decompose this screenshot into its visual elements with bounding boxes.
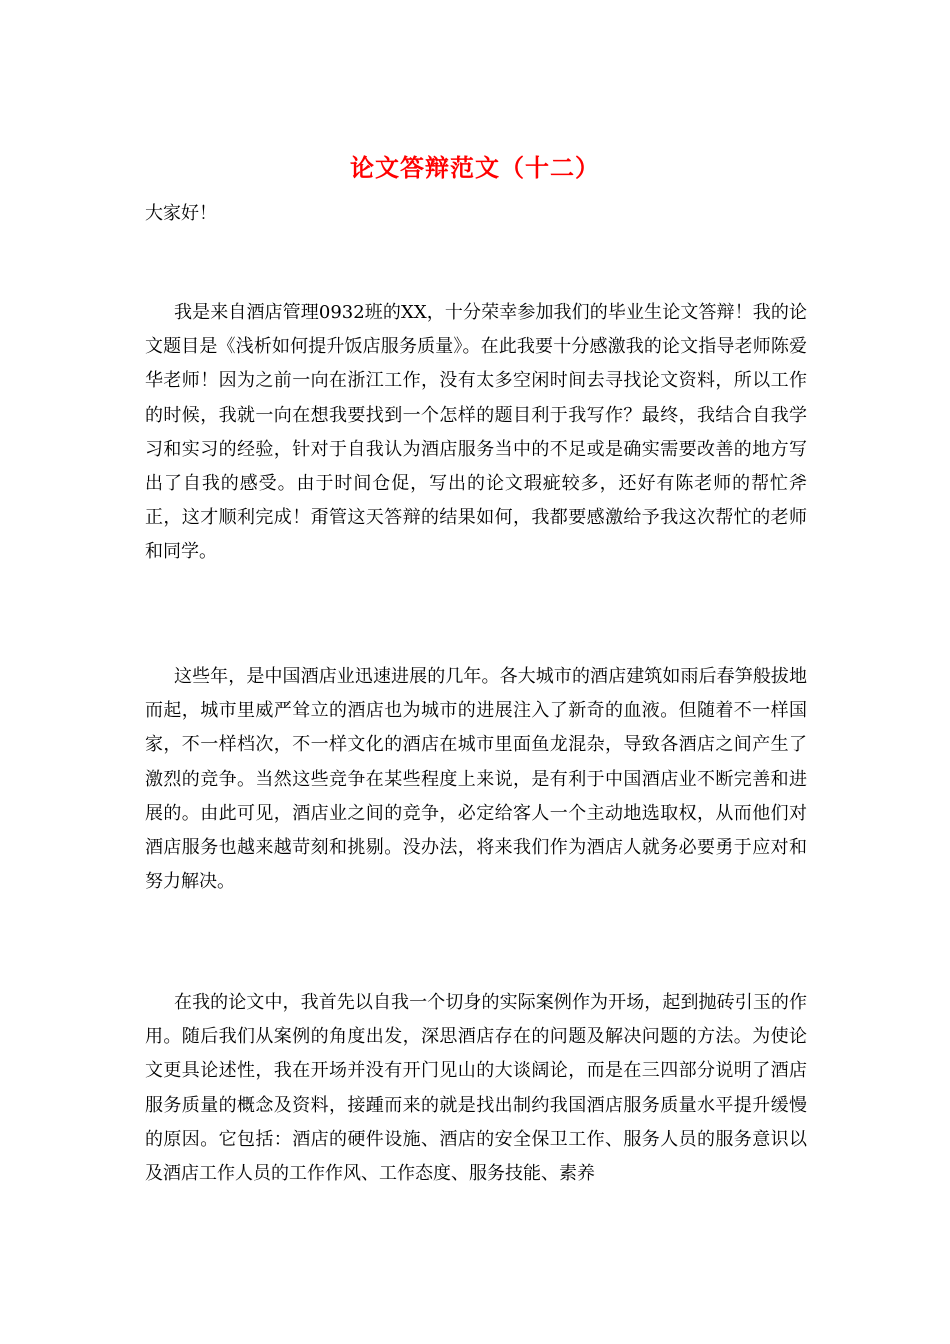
body-paragraph-1: 我是来自酒店管理0932班的XX，十分荣幸参加我们的毕业生论文答辩！我的论文题目是《浅析如何提升饭店服务质量》。在此我要十分感激我的论文指导老师陈爱华老师！因为之前一向在浙江工作，没有太多空闲时间去寻找论文资料，所以工作的时候，我就一向在想我要找到一个怎样的题目利于我写作？最终，我结合自我学习和实习的经验，针对于自我认为酒店服务当中的不足或是确实需要改善的地方写出了自我的感受。由于时间仓促，写出的论文瑕疵较多，还好有陈老师的帮忙斧正，这才顺利完成！甭管这天答辩的结果如何，我都要感激给予我这次帮忙的老师和同学。 [145,302,807,563]
greeting-text: 大家好！ [145,203,217,224]
body-paragraph-2: 这些年，是中国酒店业迅速进展的几年。各大城市的酒店建筑如雨后春笋般拔地而起，城市里威严耸立的酒店也为城市的进展注入了新奇的血液。但随着不一样国家，不一样档次，不一样文化的酒店在城市里面鱼龙混杂，导致各酒店之间产生了激烈的竞争。当然这些竞争在某些程度上来说，是有利于中国酒店业不断完善和进展的。由此可见，酒店业之间的竞争，必定给客人一个主动地选取权，从而他们对酒店服务也越来越苛刻和挑剔。没办法，将来我们作为酒店人就务必要勇于应对和努力解决。 [145,666,807,893]
body-paragraph-3: 在我的论文中，我首先以自我一个切身的实际案例作为开场，起到抛砖引玉的作用。随后我们从案例的角度出发，深思酒店存在的问题及解决问题的方法。为使论文更具论述性，我在开场并没有开门见山的大谈阔论，而是在三四部分说明了酒店服务质量的概念及资料，接踵而来的就是找出制约我国酒店服务质量水平提升缓慢的原因。它包括：酒店的硬件设施、酒店的安全保卫工作、服务人员的服务意识以及酒店工作人员的工作作风、工作态度、服务技能、素养 [145,992,807,1185]
document-title: 论文答辩范文（十二） [350,153,600,182]
